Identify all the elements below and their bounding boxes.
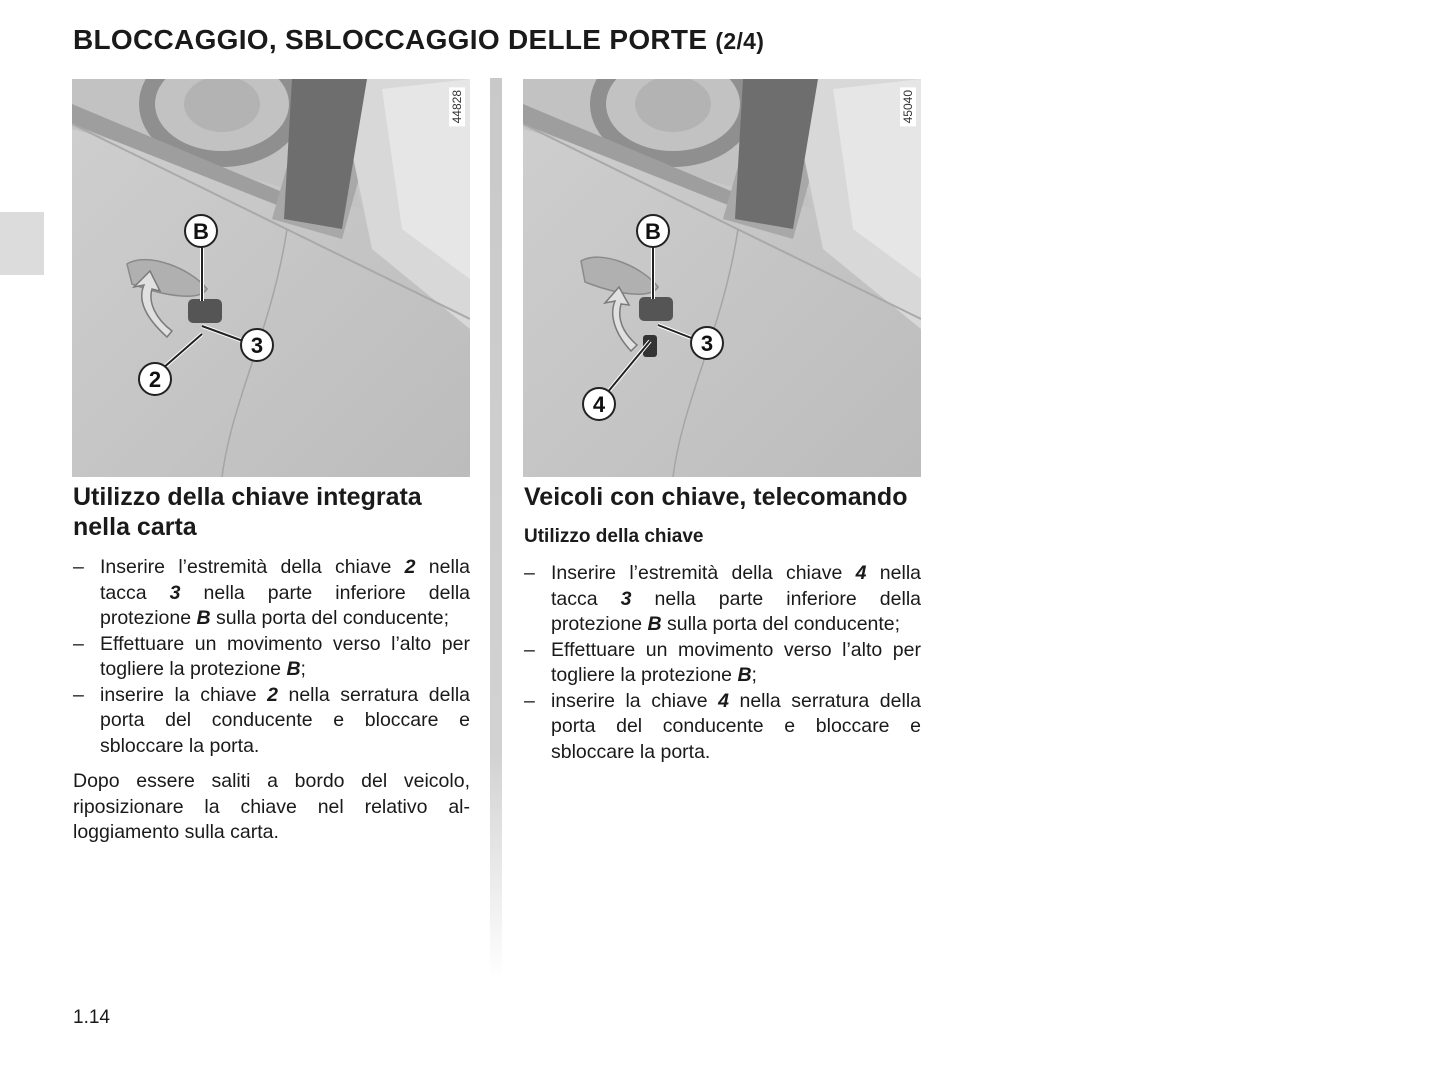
step-item: – inserire la chiave 4 nella serratura della porta del conducente e bloccare e sbloccare la porta. (524, 689, 921, 763)
dash: – (524, 689, 535, 712)
dash: – (73, 556, 84, 578)
callout-3: 3 (700, 331, 714, 356)
callout-3: 3 (250, 333, 264, 358)
step-list (524, 561, 921, 765)
dash: – (524, 638, 535, 661)
subsection-heading: Utilizzo della chiave (524, 526, 704, 547)
step-item: – Inserire l’estremità della chiave 4 nella tacca 3 nella parte inferiore della protezione B sulla porta del conducente; (524, 562, 921, 635)
callout-4: 4 (592, 392, 606, 417)
step-item: – Inserire l’estremità della chiave 2 nella tacca 3 nella parte inferiore della protezione B sulla porta del conducente; (73, 556, 470, 629)
dash: – (524, 562, 535, 584)
step-list (73, 555, 470, 759)
callout-b: B (645, 219, 661, 244)
page-number: 1.14 (73, 1007, 110, 1028)
door-illustration-card-key (72, 79, 470, 477)
section-heading: Veicoli con chiave, telecomando (524, 483, 908, 511)
step-item: – Effettuare un movimento verso l’alto per togliere la protezione B; (524, 638, 921, 686)
figure-remote-key (523, 79, 921, 477)
callout-b: B (193, 219, 209, 244)
section-heading: Utilizzo della chiave integrata nella carta (73, 483, 422, 541)
right-column (524, 482, 921, 775)
page-title-part: (2/4) (715, 28, 765, 54)
dash: – (73, 632, 84, 655)
left-column (73, 482, 470, 846)
step-item: – inserire la chiave 2 nella serratura della porta del conducente e bloccare e sbloccare la porta. (73, 683, 470, 757)
step-item: – Effettuare un movimento verso l’alto per togliere la protezione B; (73, 632, 470, 680)
door-illustration-remote-key (523, 79, 921, 477)
figure-card-key (72, 79, 470, 477)
page-title-text: BLOCCAGGIO, SBLOCCAGGIO DELLE PORTE (73, 24, 708, 55)
column-divider (490, 78, 502, 980)
figure-code: 44828 (449, 87, 465, 126)
callout-2: 2 (148, 367, 162, 392)
dash: – (73, 683, 84, 706)
note-paragraph: Dopo essere saliti a bordo del veicolo, riposizionare la chiave nel relativo alloggiamento sulla carta. (73, 770, 470, 843)
page-title (73, 24, 764, 56)
figure-code: 45040 (900, 87, 916, 126)
section-tab (0, 212, 44, 275)
